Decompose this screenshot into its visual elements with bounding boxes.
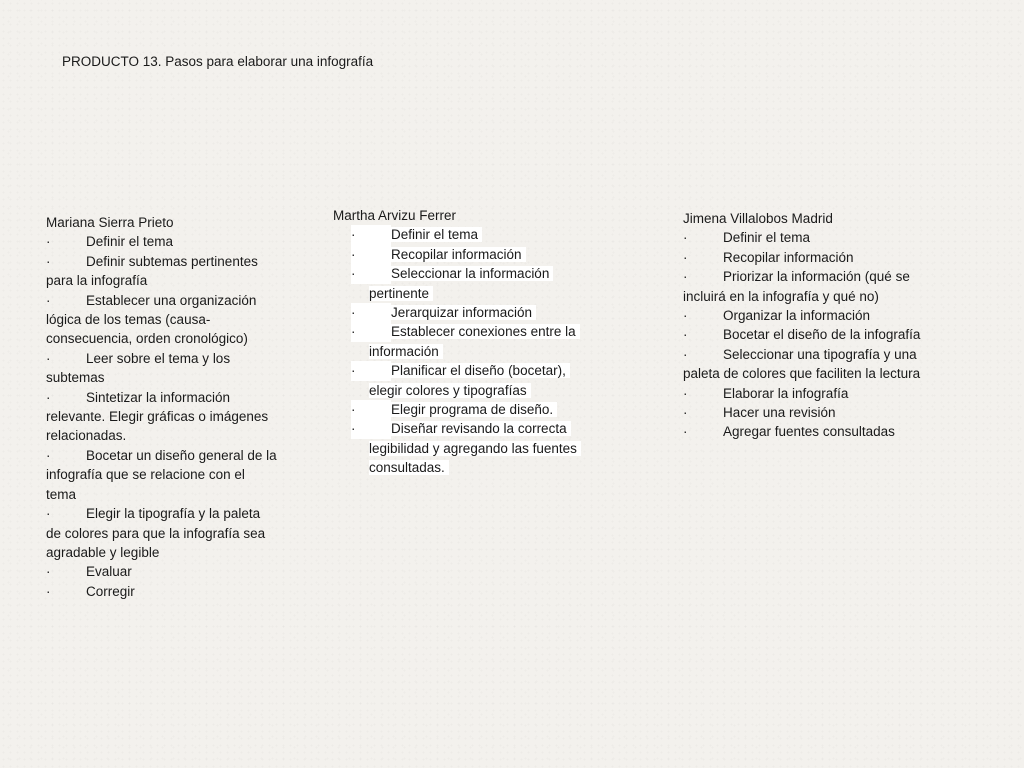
list-item: · Corregir: [46, 582, 278, 601]
bullet-icon: ·: [46, 350, 51, 366]
bullet-icon: ·: [46, 506, 51, 522]
list-item: · Elegir la tipografía y la paleta de colores para que la infografía sea agradable y legible: [46, 506, 266, 560]
bullet-icon: ·: [683, 424, 688, 440]
list-item: · Priorizar la información (qué se incluirá en la infografía y qué no): [683, 269, 910, 304]
list-item: · Leer sobre el tema y los subtemas: [46, 350, 231, 386]
author-column-mariana: [46, 213, 278, 601]
author-name: Jimena Villalobos Madrid: [683, 211, 833, 226]
bullet-icon: ·: [351, 264, 391, 283]
list-item: · Recopilar información: [333, 245, 595, 264]
bullet-icon: ·: [683, 308, 688, 324]
bullet-icon: ·: [46, 253, 51, 269]
bullet-icon: ·: [351, 322, 391, 341]
list-item: · Definir subtemas pertinentes para la infografía: [46, 253, 258, 289]
bullet-icon: ·: [683, 269, 688, 285]
list-item: · Seleccionar una tipografía y una paleta de colores que faciliten la lectura: [683, 346, 921, 382]
list-item: · Organizar la información: [683, 306, 945, 325]
bullet-icon: ·: [46, 583, 51, 599]
bullet-icon: ·: [351, 361, 391, 380]
list-item: · Establecer una organización lógica de los temas (causa-consecuencia, orden cronológico): [46, 292, 257, 347]
page-title: PRODUCTO 13. Pasos para elaborar una infografía: [62, 54, 374, 69]
list-item: · Definir el tema: [333, 225, 595, 244]
list-item: · Bocetar el diseño de la infografía: [683, 325, 945, 344]
bullet-icon: ·: [46, 447, 51, 463]
list-item: · Recopilar información: [683, 248, 945, 267]
bullet-icon: ·: [683, 230, 688, 246]
bullet-icon: ·: [351, 225, 391, 244]
bullet-icon: ·: [351, 419, 391, 438]
list-item: · Bocetar un diseño general de la infografía que se relacione con el tema: [46, 447, 277, 502]
list-item: · Sintetizar la información relevante. Elegir gráficas o imágenes relacionadas.: [46, 389, 269, 444]
author-column-jimena: [683, 209, 945, 442]
bullet-icon: ·: [351, 245, 391, 264]
bullet-icon: ·: [683, 249, 688, 265]
author-name: Martha Arvizu Ferrer: [333, 208, 457, 223]
list-item: · Jerarquizar información: [333, 303, 595, 322]
list-item: · Planificar el diseño (bocetar), elegir colores y tipografías: [333, 361, 595, 400]
bullet-icon: ·: [46, 564, 51, 580]
bullet-icon: ·: [46, 234, 51, 250]
bullet-icon: ·: [683, 405, 688, 421]
author-name: Mariana Sierra Prieto: [46, 215, 174, 230]
bullet-icon: ·: [351, 303, 391, 322]
bullet-icon: ·: [683, 327, 688, 343]
list-item: · Evaluar: [46, 562, 278, 581]
bullet-icon: ·: [351, 400, 391, 419]
bullet-icon: ·: [46, 292, 51, 308]
list-item: · Seleccionar la información pertinente: [333, 264, 595, 303]
bullet-icon: ·: [683, 385, 688, 401]
list-item: · Definir el tema: [683, 228, 945, 247]
list-item: · Definir el tema: [46, 232, 278, 251]
list-item: · Agregar fuentes consultadas: [683, 422, 945, 441]
author-column-martha: [333, 206, 595, 478]
list-item: · Elaborar la infografía: [683, 384, 945, 403]
list-item: · Diseñar revisando la correcta legibilidad y agregando las fuentes consultadas.: [333, 419, 595, 477]
bullet-icon: ·: [46, 389, 51, 405]
list-item: · Hacer una revisión: [683, 403, 945, 422]
bullet-icon: ·: [683, 346, 688, 362]
list-item: · Establecer conexiones entre la información: [333, 322, 595, 361]
list-item: · Elegir programa de diseño.: [333, 400, 595, 419]
